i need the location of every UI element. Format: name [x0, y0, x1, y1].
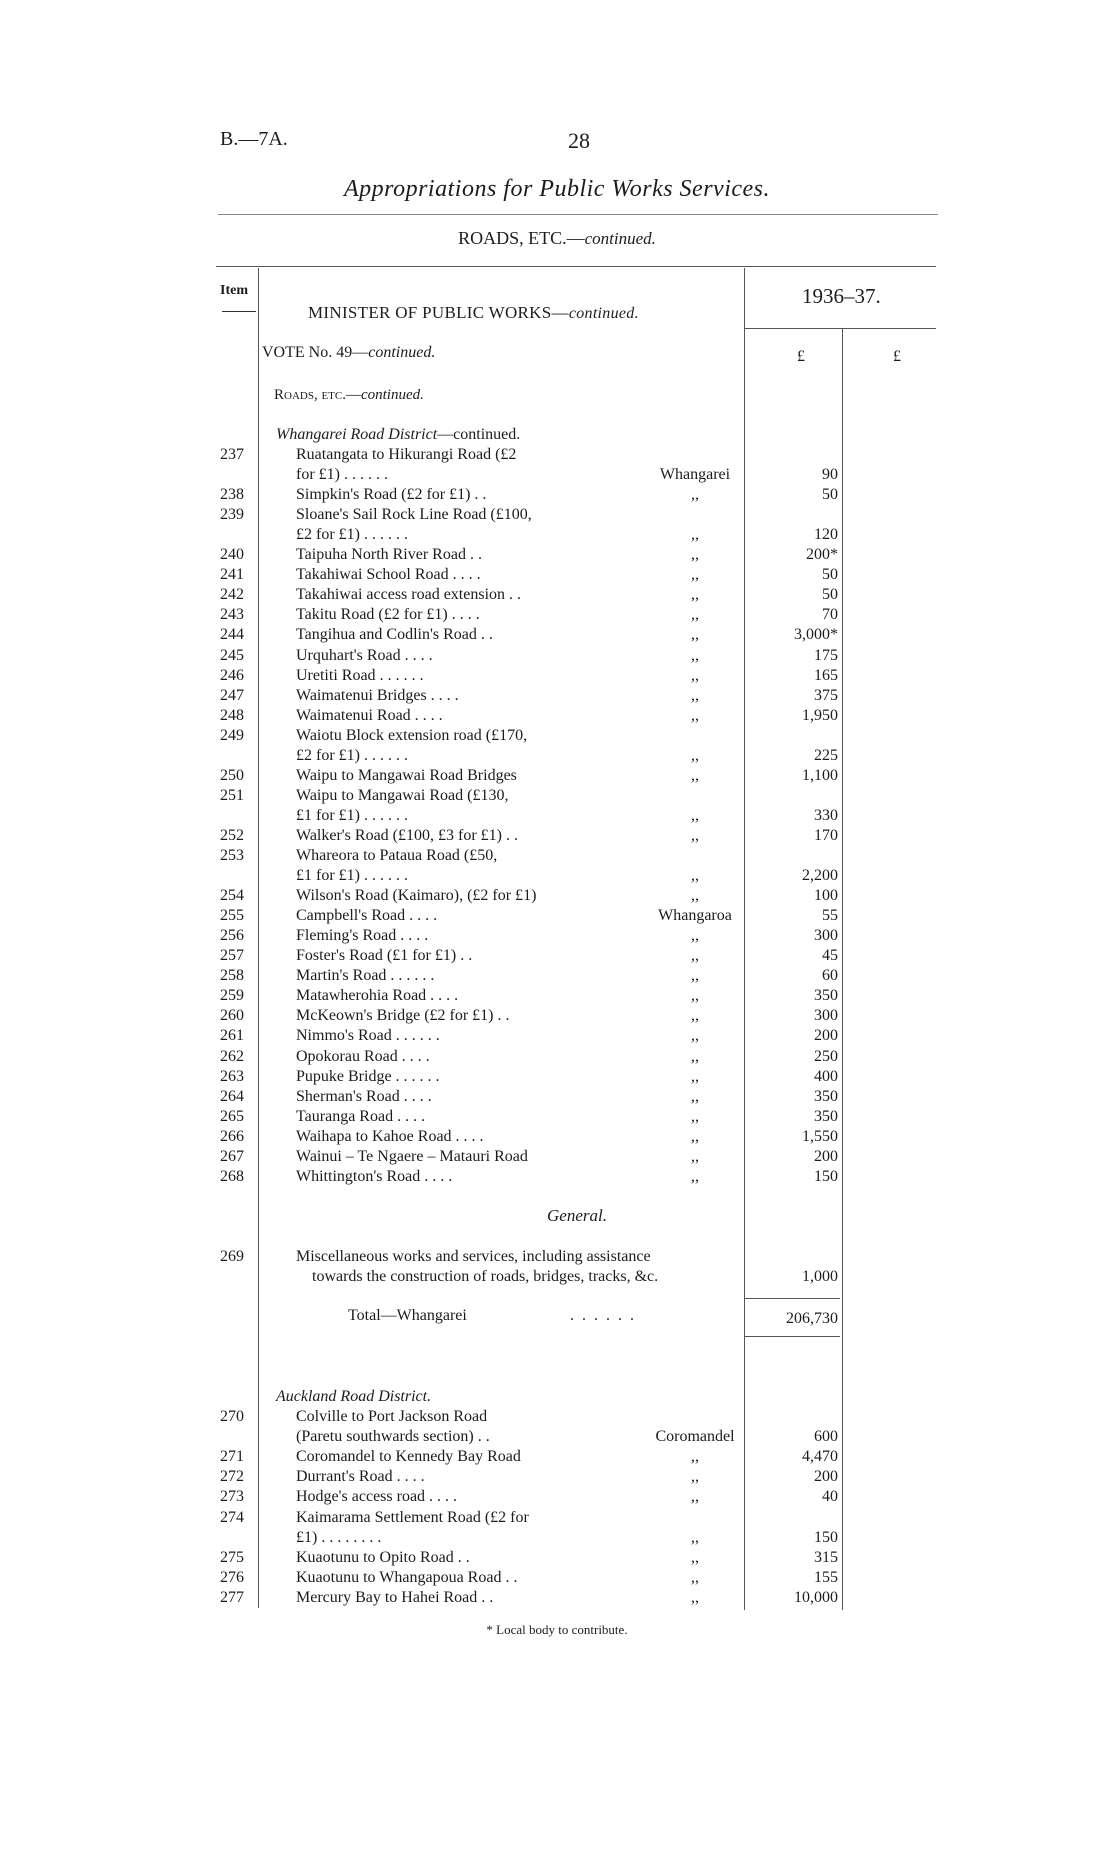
item-description: Takitu Road (£2 for £1) . . . .	[296, 606, 480, 624]
item-amount: 375	[814, 686, 838, 704]
item-place: ,,	[691, 1007, 699, 1025]
item-place: ,,	[691, 1127, 699, 1145]
table-row	[0, 486, 1114, 506]
item-description: Waihapa to Kahoe Road . . . .	[296, 1127, 484, 1145]
item-amount: 2,200	[802, 867, 838, 885]
item-number: 271	[220, 1448, 244, 1466]
table-row	[0, 787, 1114, 807]
table-row	[0, 647, 1114, 667]
item-place: ,,	[691, 626, 699, 644]
item-number: 257	[220, 947, 244, 965]
item-description: Durrant's Road . . . .	[296, 1468, 425, 1486]
item-number: 250	[220, 766, 244, 784]
item-number: 275	[220, 1548, 244, 1566]
item-description: £2 for £1) . . . . . .	[296, 746, 408, 764]
table-row	[0, 1088, 1114, 1108]
table-row	[0, 1488, 1114, 1508]
item-number: 268	[220, 1167, 244, 1185]
item-description: £2 for £1) . . . . . .	[296, 526, 408, 544]
minister-main: MINISTER OF PUBLIC WORKS—	[308, 303, 569, 322]
item-place: ,,	[691, 1167, 699, 1185]
item-number: 266	[220, 1127, 244, 1145]
item-place: ,,	[691, 486, 699, 504]
item-amount: 330	[814, 806, 838, 824]
item-description: Martin's Road . . . . . .	[296, 967, 435, 985]
table-row	[0, 1108, 1114, 1128]
item-description: Kuaotunu to Whangapoua Road . .	[296, 1568, 518, 1586]
pound-sign-column-2: £	[893, 348, 901, 365]
item-description: Wainui – Te Ngaere – Matauri Road	[296, 1147, 528, 1165]
table-row	[0, 887, 1114, 907]
item-place: ,,	[691, 606, 699, 624]
item-place: Whangarei	[659, 466, 731, 484]
item-description: (Paretu southwards section) . .	[296, 1428, 490, 1446]
table-row	[0, 1007, 1114, 1027]
table-row	[0, 546, 1114, 566]
item-amount: 175	[814, 646, 838, 664]
table-row	[0, 1148, 1114, 1168]
item-place: ,,	[691, 1067, 699, 1085]
item-description: Wilson's Road (Kaimaro), (£2 for £1)	[296, 887, 537, 905]
item-amount: 200	[814, 1468, 838, 1486]
item-number: 244	[220, 626, 244, 644]
item-amount: 1,000	[802, 1268, 838, 1285]
item-amount: 315	[814, 1548, 838, 1566]
year-under-rule	[744, 328, 936, 329]
item-amount: 300	[814, 1007, 838, 1025]
item-description: Waipu to Mangawai Road Bridges	[296, 766, 517, 784]
table-row	[0, 1027, 1114, 1047]
item-description: Waiotu Block extension road (£170,	[296, 726, 528, 744]
item-place: ,,	[691, 826, 699, 844]
paper-reference: B.—7A.	[220, 128, 288, 150]
item-number: 277	[220, 1588, 244, 1606]
item-description: Opokorau Road . . . .	[296, 1047, 430, 1065]
item-amount: 50	[822, 486, 838, 504]
table-row	[0, 446, 1114, 466]
item-number: 239	[220, 506, 244, 524]
item-place: ,,	[691, 1047, 699, 1065]
total-label: Total—Whangarei	[348, 1307, 467, 1324]
roads-main: Roads, etc.—	[274, 387, 361, 403]
item-amount: 200	[814, 1027, 838, 1045]
table-row	[0, 867, 1114, 887]
item-amount: 70	[822, 606, 838, 624]
item-number: 247	[220, 686, 244, 704]
item-description: Pupuke Bridge . . . . . .	[296, 1067, 440, 1085]
item-amount: 170	[814, 826, 838, 844]
title-rule	[218, 214, 938, 215]
item-number: 276	[220, 1568, 244, 1586]
item-amount: 155	[814, 1568, 838, 1586]
table-row	[0, 727, 1114, 747]
item-amount: 225	[814, 746, 838, 764]
table-row	[0, 606, 1114, 626]
item-number: 253	[220, 847, 244, 864]
item-number: 263	[220, 1067, 244, 1085]
item-description: Waipu to Mangawai Road (£130,	[296, 786, 509, 804]
table-row	[0, 626, 1114, 646]
table-row	[0, 1068, 1114, 1088]
item-place: ,,	[691, 1448, 699, 1466]
item-place: ,,	[691, 987, 699, 1005]
item-amount: 350	[814, 1087, 838, 1105]
table-row	[0, 1408, 1114, 1428]
item-description: Hodge's access road . . . .	[296, 1488, 458, 1506]
item-number: 260	[220, 1007, 244, 1025]
pound-sign-column-1: £	[797, 348, 805, 365]
item-description: Colville to Port Jackson Road	[296, 1408, 488, 1425]
table-row	[0, 667, 1114, 687]
year-column-header: 1936–37.	[802, 284, 881, 308]
table-row	[0, 967, 1114, 987]
item-amount: 100	[814, 887, 838, 905]
item-description: Coromandel to Kennedy Bay Road	[296, 1448, 521, 1466]
district-rest: —continued.	[437, 426, 521, 443]
item-amount: 4,470	[802, 1448, 838, 1466]
table-row	[0, 987, 1114, 1007]
subtitle-italic: continued.	[584, 229, 656, 248]
item-amount: 120	[814, 526, 838, 544]
item-place: ,,	[691, 746, 699, 764]
item-place: ,,	[691, 586, 699, 604]
table-row	[0, 707, 1114, 727]
item-place: ,,	[691, 806, 699, 824]
item-amount: 600	[814, 1428, 838, 1446]
item-place: ,,	[691, 887, 699, 905]
table-row	[0, 566, 1114, 586]
item-place: ,,	[691, 1027, 699, 1045]
item-amount: 10,000	[794, 1588, 838, 1606]
item-number: 245	[220, 646, 244, 664]
item-description: Campbell's Road . . . .	[296, 907, 438, 925]
item-amount: 150	[814, 1167, 838, 1185]
item-amount: 350	[814, 1107, 838, 1125]
item-number: 242	[220, 586, 244, 604]
page-number: 28	[568, 128, 590, 153]
item-place: ,,	[691, 546, 699, 564]
item-place: ,,	[691, 1548, 699, 1566]
item-number: 273	[220, 1488, 244, 1506]
auckland-district-heading	[276, 1388, 431, 1406]
item-number: 269	[220, 1248, 244, 1265]
item-number: 252	[220, 826, 244, 844]
table-row	[0, 807, 1114, 827]
item-amount: 55	[822, 907, 838, 925]
item-amount: 40	[822, 1488, 838, 1506]
table-row	[0, 1509, 1114, 1529]
item-description: Nimmo's Road . . . . . .	[296, 1027, 440, 1045]
item-description: Sloane's Sail Rock Line Road (£100,	[296, 506, 532, 524]
item-description: Tauranga Road . . . .	[296, 1107, 426, 1125]
item-description: Taipuha North River Road . .	[296, 546, 482, 564]
item-description: Kuaotunu to Opito Road . .	[296, 1548, 470, 1566]
item-description: Ruatangata to Hikurangi Road (£2	[296, 446, 517, 463]
item-number: 248	[220, 706, 244, 724]
general-row-line2	[0, 1268, 1114, 1288]
item-number: 254	[220, 887, 244, 905]
item-description: Foster's Road (£1 for £1) . .	[296, 947, 473, 965]
item-description: Tangihua and Codlin's Road . .	[296, 626, 493, 644]
item-place: ,,	[691, 566, 699, 584]
item-place: ,,	[691, 706, 699, 724]
auckland-district-italic: Auckland Road District.	[276, 1388, 432, 1405]
table-row	[0, 1168, 1114, 1188]
table-row	[0, 907, 1114, 927]
vote-italic: continued.	[368, 344, 436, 361]
table-row	[0, 687, 1114, 707]
table-row	[0, 1448, 1114, 1468]
district-italic: Whangarei Road District	[276, 426, 438, 443]
total-amount: 206,730	[786, 1310, 838, 1327]
item-amount: 3,000*	[794, 626, 838, 644]
item-number: 264	[220, 1087, 244, 1105]
item-place: ,,	[691, 947, 699, 965]
item-description: £1 for £1) . . . . . .	[296, 806, 408, 824]
table-row	[0, 1529, 1114, 1549]
item-place: ,,	[691, 927, 699, 945]
item-amount: 1,950	[802, 706, 838, 724]
table-top-rule	[216, 266, 936, 267]
total-top-rule	[744, 1298, 840, 1299]
item-amount: 300	[814, 927, 838, 945]
table-row	[0, 466, 1114, 486]
item-amount: 200	[814, 1147, 838, 1165]
table-row	[0, 827, 1114, 847]
subtitle-main: ROADS, ETC.—	[458, 228, 585, 248]
table-row	[0, 747, 1114, 767]
table-row	[0, 1549, 1114, 1569]
item-place: ,,	[691, 1488, 699, 1506]
minister-heading	[308, 303, 639, 323]
general-row-line1	[0, 1248, 1114, 1268]
item-place: ,,	[691, 526, 699, 544]
item-place: ,,	[691, 1147, 699, 1165]
item-place: Whangaroa	[658, 907, 732, 925]
item-number: 246	[220, 666, 244, 684]
item-place: ,,	[691, 1528, 699, 1546]
item-amount: 50	[822, 586, 838, 604]
table-row	[0, 1428, 1114, 1448]
table-row	[0, 1589, 1114, 1609]
table-row	[0, 586, 1114, 606]
item-description: Waimatenui Bridges . . . .	[296, 686, 459, 704]
item-description: for £1) . . . . . .	[296, 466, 388, 484]
item-description: Walker's Road (£100, £3 for £1) . .	[296, 826, 518, 844]
item-description: Takahiwai School Road . . . .	[296, 566, 481, 584]
item-number: 251	[220, 786, 244, 804]
item-number: 258	[220, 967, 244, 985]
item-number: 240	[220, 546, 244, 564]
item-description: £1) . . . . . . . .	[296, 1528, 382, 1546]
table-row	[0, 1569, 1114, 1589]
item-description: Kaimarama Settlement Road (£2 for	[296, 1508, 529, 1526]
vote-heading	[262, 344, 435, 362]
item-amount: 350	[814, 987, 838, 1005]
item-description: Urquhart's Road . . . .	[296, 646, 433, 664]
item-number: 243	[220, 606, 244, 624]
item-description: Matawherohia Road . . . .	[296, 987, 459, 1005]
item-amount: 250	[814, 1047, 838, 1065]
item-description-continued: towards the construction of roads, bridges, tracks, &c.	[312, 1268, 659, 1285]
item-number: 265	[220, 1107, 244, 1125]
item-description: Mercury Bay to Hahei Road . .	[296, 1588, 494, 1606]
item-place: ,,	[691, 646, 699, 664]
table-row	[0, 526, 1114, 546]
item-place: ,,	[691, 967, 699, 985]
item-description: Whareora to Pataua Road (£50,	[296, 847, 498, 864]
item-place: ,,	[691, 1568, 699, 1586]
section-subtitle	[0, 228, 1114, 249]
item-number: 262	[220, 1047, 244, 1065]
item-description: Sherman's Road . . . .	[296, 1087, 432, 1105]
item-place: ,,	[691, 1087, 699, 1105]
item-description: McKeown's Bridge (£2 for £1) . .	[296, 1007, 510, 1025]
item-place: Coromandel	[655, 1428, 735, 1446]
item-number: 256	[220, 927, 244, 945]
item-description: Uretiti Road . . . . . .	[296, 666, 424, 684]
item-amount: 165	[814, 666, 838, 684]
item-header-underline	[222, 311, 256, 312]
item-number: 267	[220, 1147, 244, 1165]
item-number: 274	[220, 1508, 244, 1526]
roads-italic: continued.	[360, 387, 424, 403]
item-amount: 90	[822, 466, 838, 484]
item-amount: 150	[814, 1528, 838, 1546]
item-amount: 200*	[806, 546, 838, 564]
table-row	[0, 847, 1114, 867]
minister-italic: continued.	[568, 305, 639, 322]
item-description: Miscellaneous works and services, including assistance	[296, 1248, 651, 1265]
total-bottom-rule	[744, 1336, 840, 1337]
item-description: Simpkin's Road (£2 for £1) . .	[296, 486, 487, 504]
item-column-header: Item	[220, 283, 248, 298]
item-amount: 400	[814, 1067, 838, 1085]
item-description: Whittington's Road . . . .	[296, 1167, 453, 1185]
table-row	[0, 947, 1114, 967]
item-amount: 1,550	[802, 1127, 838, 1145]
table-row	[0, 1128, 1114, 1148]
item-place: ,,	[691, 686, 699, 704]
item-place: ,,	[691, 766, 699, 784]
item-number: 249	[220, 726, 244, 744]
item-number: 259	[220, 987, 244, 1005]
item-place: ,,	[691, 1588, 699, 1606]
footnote: * Local body to contribute.	[486, 1622, 628, 1637]
page-title: Appropriations for Public Works Services.	[343, 176, 771, 202]
table-row	[0, 1468, 1114, 1488]
item-place: ,,	[691, 867, 699, 885]
item-number: 238	[220, 486, 244, 504]
item-number: 261	[220, 1027, 244, 1045]
total-leader-dots: . . . . . .	[570, 1307, 636, 1324]
table-row	[0, 506, 1114, 526]
item-description: £1 for £1) . . . . . .	[296, 867, 408, 885]
item-description: Fleming's Road . . . .	[296, 927, 429, 945]
table-row	[0, 767, 1114, 787]
item-description: Takahiwai access road extension . .	[296, 586, 522, 604]
general-heading: General.	[547, 1206, 607, 1225]
item-place: ,,	[691, 1107, 699, 1125]
roads-subheading	[274, 387, 424, 404]
whangarei-district-heading	[276, 426, 520, 444]
item-number: 255	[220, 907, 244, 925]
table-row	[0, 1048, 1114, 1068]
vote-main: VOTE No. 49—	[262, 344, 369, 361]
item-amount: 45	[822, 947, 838, 965]
table-row	[0, 927, 1114, 947]
item-place: ,,	[691, 1468, 699, 1486]
item-amount: 60	[822, 967, 838, 985]
item-number: 241	[220, 566, 244, 584]
item-description: Waimatenui Road . . . .	[296, 706, 443, 724]
item-number: 272	[220, 1468, 244, 1486]
item-number: 237	[220, 446, 244, 463]
item-number: 270	[220, 1408, 244, 1425]
item-place: ,,	[691, 666, 699, 684]
item-amount: 50	[822, 566, 838, 584]
item-amount: 1,100	[802, 766, 838, 784]
